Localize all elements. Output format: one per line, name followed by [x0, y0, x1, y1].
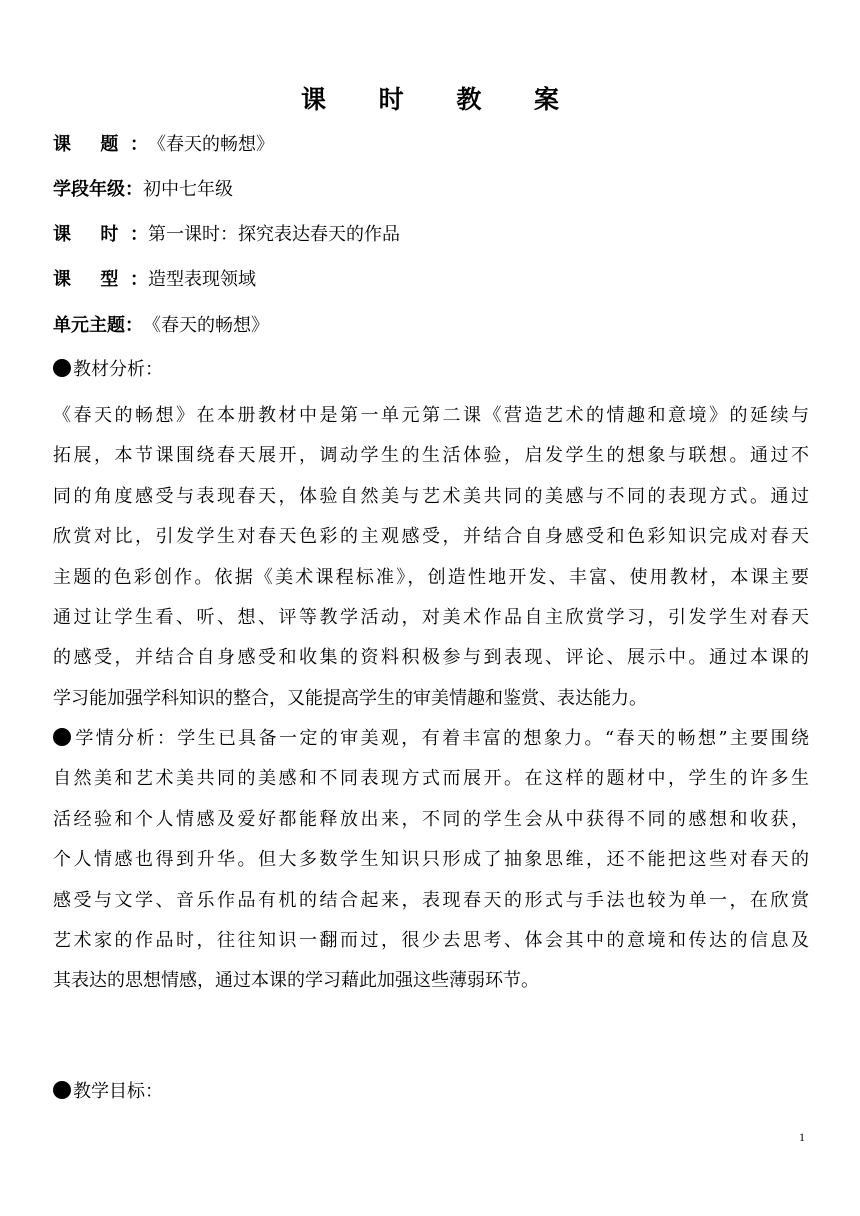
paragraph-line: 感受与文学、音乐作品有机的结合起来，表现春天的形式与手法也较为单一，在欣赏 [53, 889, 809, 911]
student-analysis-first-line: 学情分析：学生已具备一定的审美观，有着丰富的想象力。“春天的畅想”主要围绕 [73, 728, 809, 749]
unit-value: 《春天的畅想》 [143, 315, 269, 336]
paragraph-line: 欣赏对比，引发学生对春天色彩的主观感受，并结合自身感受和色彩知识完成对春天 [53, 526, 809, 548]
teaching-goals-heading-text: 教学目标： [73, 1081, 163, 1102]
meta-topic [53, 129, 274, 161]
type-value: 造型表现领域 [148, 269, 256, 290]
textbook-analysis-paragraph [53, 396, 809, 719]
period-label: 课 时： [53, 224, 148, 245]
bullet-icon [53, 728, 71, 746]
paragraph-line: 艺术家的作品时，往往知识一翻而过，很少去思考、体会其中的意境和传达的信息及 [53, 929, 809, 951]
paragraph-line: 同的角度感受与表现春天，体验自然美与艺术美共同的美感与不同的表现方式。通过 [53, 485, 809, 507]
student-analysis-paragraph [53, 719, 809, 1002]
paragraph-line: 拓展，本节课围绕春天展开，调动学生的生活体验，启发学生的想象与联想。通过不 [53, 445, 809, 467]
bullet-icon [53, 359, 71, 377]
unit-label: 单元主题： [53, 315, 143, 336]
meta-grade [53, 174, 233, 206]
paragraph-line: 的感受，并结合自身感受和收集的资料积极参与到表现、评论、展示中。通过本课的 [53, 647, 809, 669]
bullet-icon [53, 1081, 71, 1099]
paragraph-line: 《春天的畅想》在本册教材中是第一单元第二课《营造艺术的情趣和意境》的延续与 [53, 405, 809, 426]
page-number: 1 [799, 1130, 805, 1144]
paragraph-line: 通过让学生看、听、想、评等教学活动，对美术作品自主欣赏学习，引发学生对春天 [53, 606, 809, 628]
paragraph-line: 活经验和个人情感及爱好都能释放出来，不同的学生会从中获得不同的感想和收获， [53, 808, 809, 830]
meta-type [53, 264, 256, 296]
grade-label: 学段年级： [53, 179, 143, 200]
paragraph-line: 学习能加强学科知识的整合，又能提高学生的审美情趣和鉴赏、表达能力。 [53, 687, 647, 709]
paragraph-line: 个人情感也得到升华。但大多数学生知识只形成了抽象思维，还不能把这些对春天的 [53, 849, 809, 871]
type-label: 课 型： [53, 269, 148, 290]
paragraph-line-first [53, 719, 809, 759]
grade-value: 初中七年级 [143, 179, 233, 200]
paragraph-line: 主题的色彩创作。依据《美术课程标准》，创造性地开发、丰富、使用教材，本课主要 [53, 566, 809, 588]
paragraph-line: 其表达的思想情感，通过本课的学习藉此加强这些薄弱环节。 [53, 970, 539, 992]
period-value: 第一课时：探究表达春天的作品 [148, 224, 400, 245]
textbook-analysis-heading [53, 354, 163, 386]
teaching-goals-heading [53, 1076, 163, 1108]
paragraph-line: 自然美和艺术美共同的美感和不同表现方式而展开。在这样的题材中，学生的许多生 [53, 768, 809, 790]
meta-period [53, 219, 400, 251]
topic-value: 《春天的畅想》 [148, 134, 274, 155]
page-title: 课 时 教 案 [300, 85, 582, 114]
topic-label: 课 题： [53, 134, 148, 155]
meta-unit [53, 310, 269, 342]
textbook-analysis-heading-text: 教材分析： [73, 359, 163, 380]
